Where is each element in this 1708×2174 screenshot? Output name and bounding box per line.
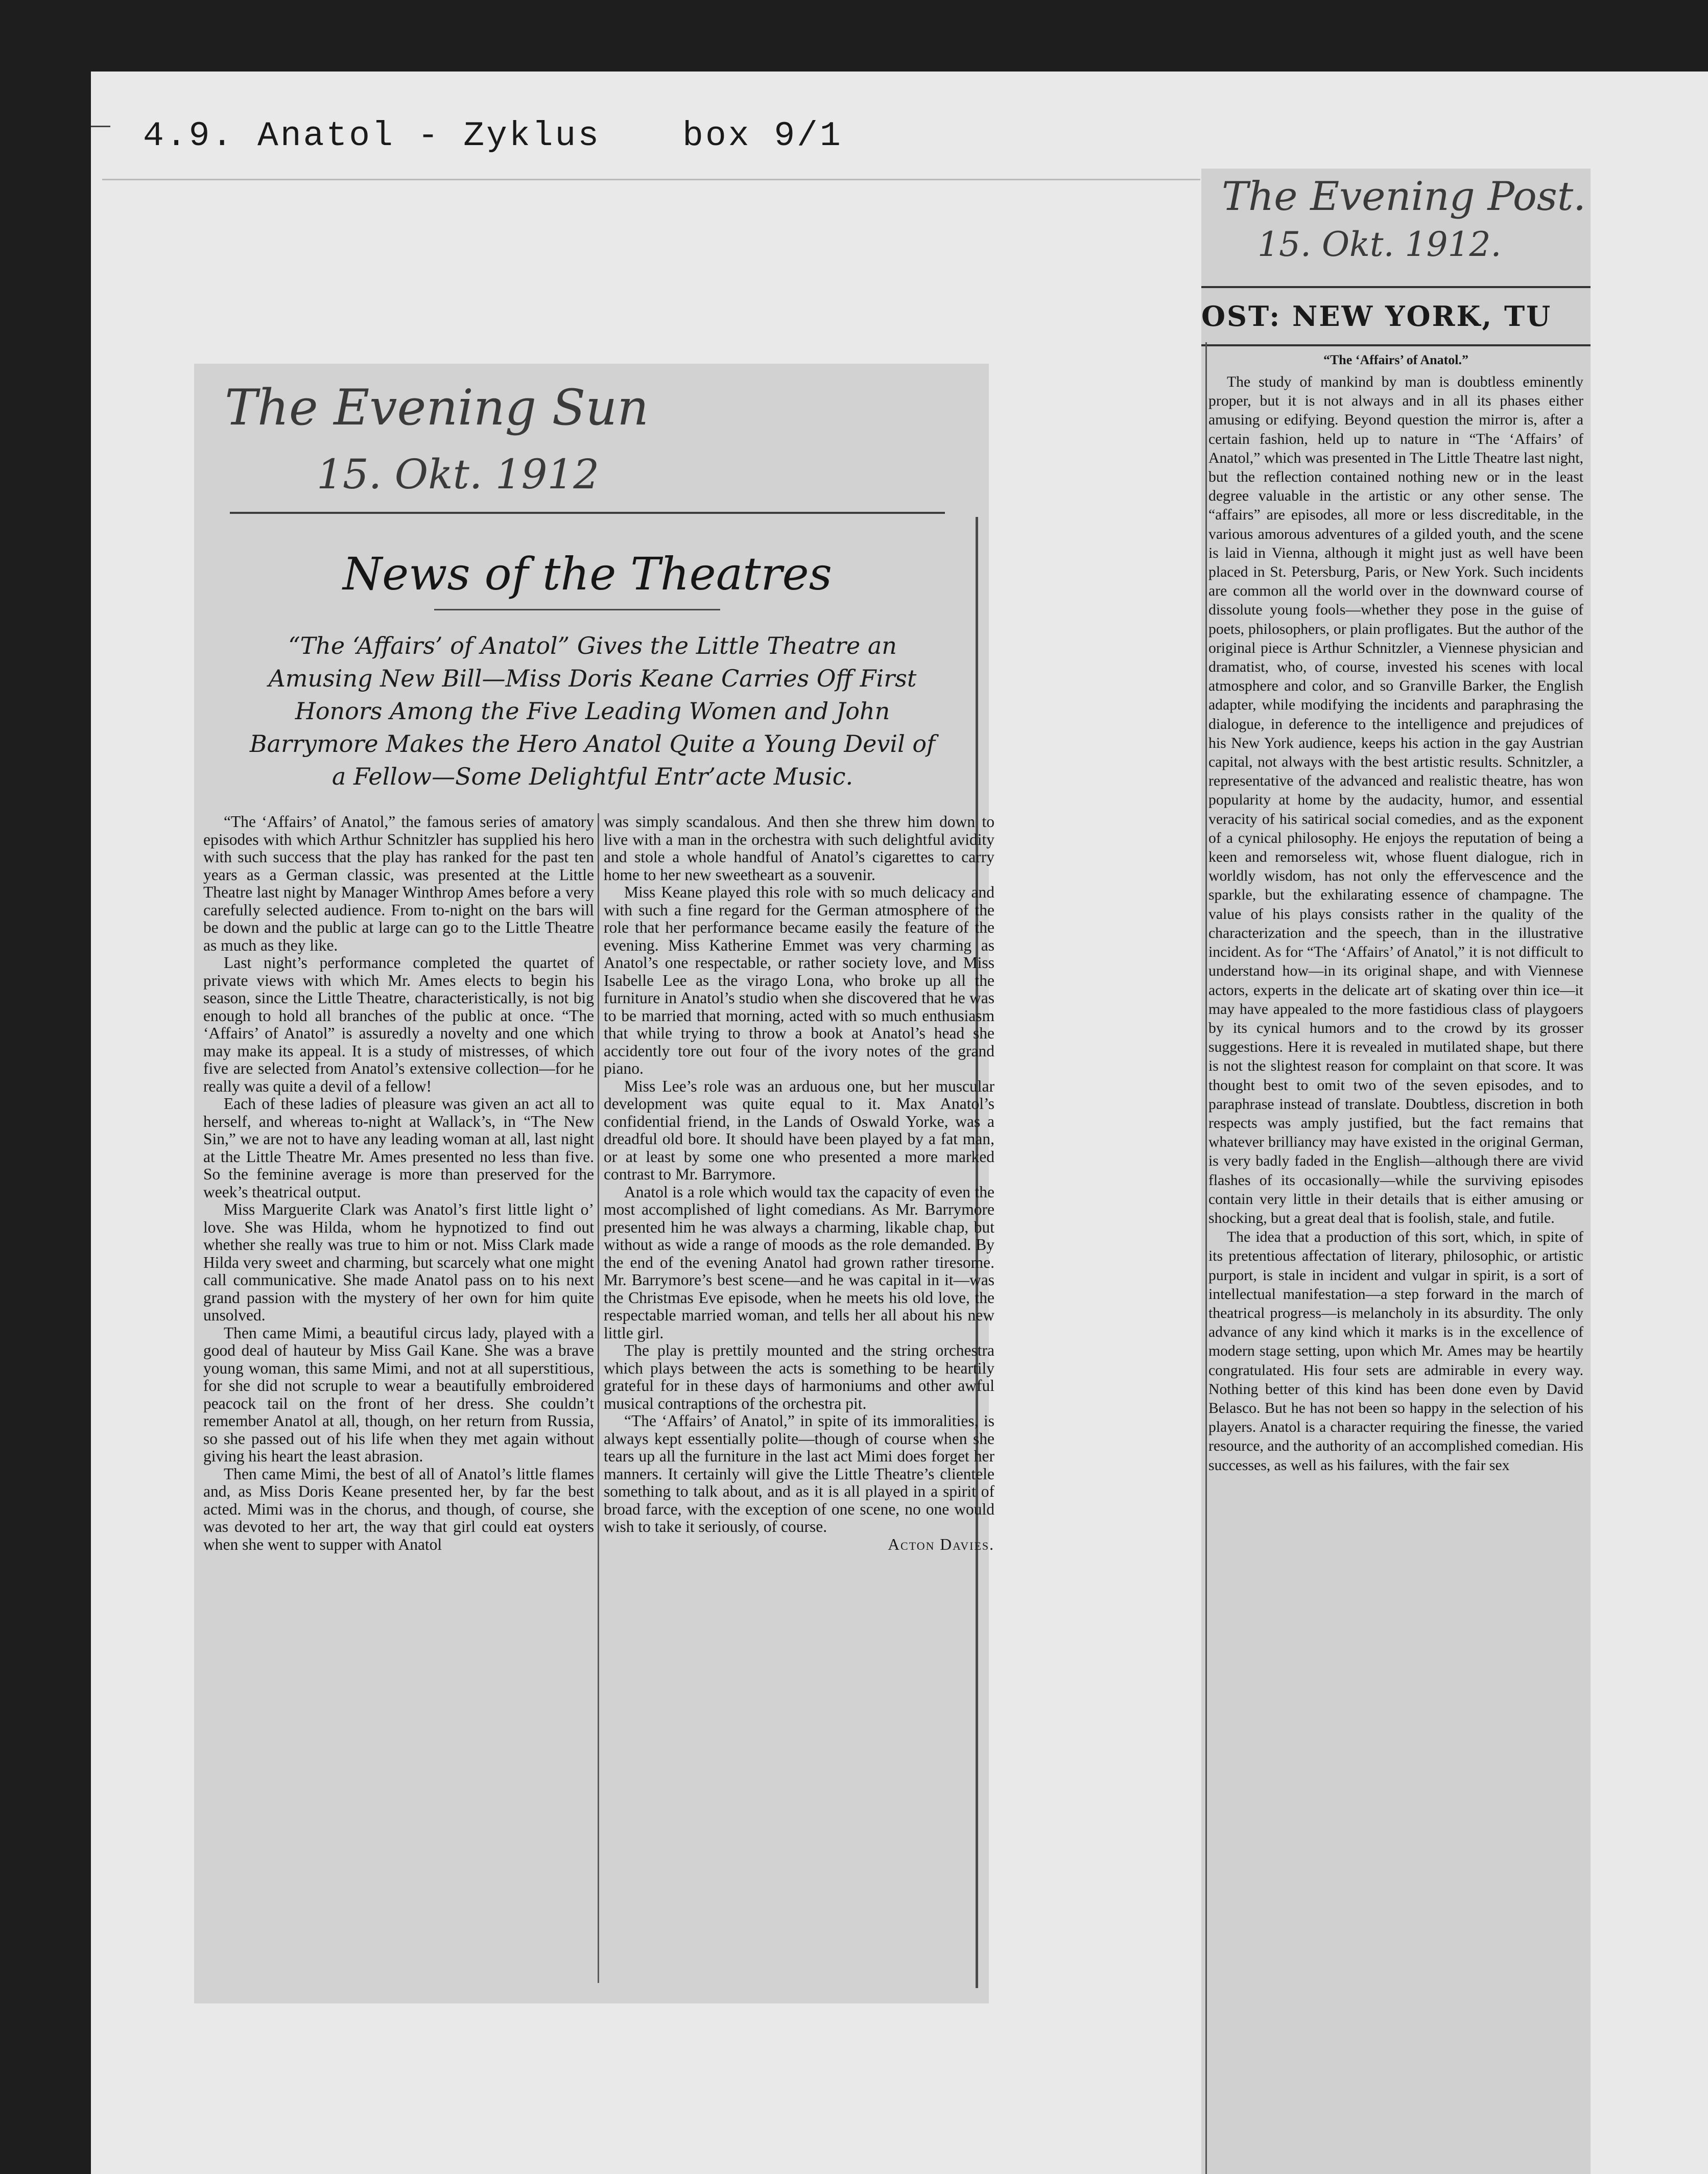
top-rule	[230, 512, 945, 514]
headline: News of the Theatres	[343, 548, 832, 600]
left-border	[1205, 342, 1207, 2174]
byline: Acton Davies.	[888, 1535, 994, 1553]
column-separator	[598, 813, 599, 1983]
deck: “The ‘Affairs’ of Anatol” Gives the Little Theatre an Amusing New Bill—Miss Doris Keane Carries Off First Honors Among the Five Leading Women and John Barrymore Makes the Hero Anatol Quite a Young Devil of a Fellow—Some Delightful Entr’acte Music.	[249, 632, 936, 790]
header-rule	[102, 179, 1200, 180]
folder-label: 4.9. Anatol - Zyklus	[143, 116, 601, 156]
paragraph: Then came Mimi, the best of all of Anatol’s little flames and, as Miss Doris Keane presented her, by far the best acted. Mimi was in the chorus, and though, of course, she was devoted to her art, the way that girl could eat oysters when she went to supper with Anatol	[203, 1464, 594, 1553]
paragraph: Miss Keane played this role with so much delicacy and with such a fine regard for the German atmosphere of the role that her performance became easily the feature of the evening. Miss Katherine Emmet was very charming as Anatol’s one respectable, or rather society love, and Miss Isabelle Lee as the virago Lona, who broke up all the furniture in Anatol’s studio when she discovered that he was to be married that morning, acted with so much enthusiasm that while trying to throw a book at Anatol’s head she accidently tore out four of the ivory notes of the grand piano.	[604, 883, 994, 1077]
box-label: box 9/1	[682, 116, 843, 156]
article-body	[1208, 373, 1583, 1475]
handwritten-date: 15. Okt. 1912.	[1258, 225, 1502, 264]
paragraph: The study of mankind by man is doubtless eminently proper, but it is not always and in all its phases either amusing or edifying. Beyond question the mirror is, after a certain fashion, held up to nature in “The ‘Affairs’ of Anatol,” which was presented in The Little Theatre last night, but the reflection contained nothing new or in the least degree valuable in the artistic or any other sense. The “affairs” are episodes, all more or less discreditable, in the various amorous adventures of a gilded youth, and the scene is laid in Vienna, although it might just as well have been placed in St. Petersburg, Paris, or New York. Such incidents are common all the world over in the downward course of dissolute young fools—whether they pose in the guise of poets, philosophers, or plain profligates. But the author of the original piece is Arthur Schnitzler, a Viennese physician and dramatist, who, of course, invested his scenes with local atmosphere and color, and so Granville Barker, the English adapter, while modifying the incidents and paraphrasing the dialogue, in deference to the intelligence and prejudices of his New York audience, keeps his action in the gay Austrian capital, not always with the best artistic results. Schnitzler, a representative of the advanced and realistic theatre, has won popularity at home by the audacity, humor, and essential veracity of his satirical social comedies, and as the exponent of a cynical philosophy. He enjoys the reputation of being a keen and remorseless wit, whose fluent dialogue, rich in worldly wisdom, has not only the effervescence and the sparkle, but the exhilarating essence of champagne. The value of his plays consists rather in the quality of the characterization and the speech, than in the illustrative incident. As for “The ‘Affairs’ of Anatol,” it is not difficult to understand how—in its original shape, and with Viennese actors, experts in the delicate art of skating over thin ice—it may have appealed to the more fastidious class of playgoers by its cynical humors and to the crowd by its grosser suggestions. Here it is revealed in mutilated shape, but there is not the slightest reason for complaint on that score. It was thought best to omit two of the seven episodes, and to paraphrase instead of translate. Doubtless, discretion in both respects was amply justified, but the fact remains that whatever brilliancy may have existed in the original German, is very badly faded in the English—although there are vivid flashes of its occasionally—while the surviving episodes contain very little in their details that is either amusing or shocking, but a great deal that is foolish, stale, and futile.	[1208, 374, 1583, 1226]
paragraph: The play is prettily mounted and the string orchestra which plays between the acts is something to be heartily grateful for in these days of harmoniums and other awful musical contraptions of the orchestra pit.	[604, 1341, 994, 1412]
paragraph: “The ‘Affairs’ of Anatol,” the famous series of amatory episodes with which Arthur Schnitzler has supplied his hero with such success that the play has ranked for the past ten years as a German classic, was presented at the Little Theatre last night by Manager Winthrop Ames before a very carefully selected audience. From to-night on the bars will be down and the public at large can go to the Little Theatre as much as they like.	[203, 813, 594, 954]
evening-post-clipping	[1201, 169, 1591, 2174]
headline-rule	[434, 609, 720, 610]
handwritten-source: The Evening Sun	[225, 379, 649, 436]
handwritten-date: 15. Okt. 1912	[317, 451, 600, 498]
paragraph: Each of these ladies of pleasure was given an act all to herself, and whereas to-night at Wallack’s, in “The New Sin,” we are not to have any leading woman at all, last night at the Little Theatre Mr. Ames presented no less than five. So the feminine average is more than preserved for the week’s theatrical output.	[203, 1095, 594, 1201]
paragraph: Anatol is a role which would tax the capacity of even the most accomplished of light comedians. As Mr. Barrymore presented him he was always a charming, likable chap, but without as wide a range of moods as the role demanded. By the end of the evening Anatol had grown rather tiresome. Mr. Barrymore’s best scene—and he was capital in it—was the Christmas Eve episode, when he meets his old love, the respectable married woman, and tells her all about his new little girl.	[604, 1183, 994, 1342]
paragraph: Miss Lee’s role was an arduous one, but her muscular development was quite equal to it. Max Anatol’s confidential friend, in the Lands of Oswald Yorke, was a dreadful old bore. It should have been played by a fat man, or at least by some one who presented a more marked contrast to Mr. Barrymore.	[604, 1077, 994, 1183]
article-column-1	[203, 813, 594, 1553]
paragraph: “The ‘Affairs’ of Anatol,” in spite of its immoralities, is always kept essentially polite—though of course when she tears up all the furniture in the last act Mimi does forget her manners. It certainly will give the Little Theatre’s clientele something to talk about, and as it is all played in a spirit of broad farce, with the exception of one scene, no one would wish to take it seriously, of course.	[604, 1412, 994, 1535]
article-column-2	[604, 813, 994, 1553]
evening-sun-clipping	[194, 364, 994, 2003]
article-title: “The ‘Affairs’ of Anatol.”	[1323, 352, 1469, 367]
paragraph: was simply scandalous. And then she threw him down to live with a man in the orchestra with such delightful avidity and stole a whole handful of Anatol’s cigarettes to carry home to her new sweetheart as a souvenir.	[604, 813, 994, 884]
folder-header	[143, 116, 843, 156]
margin-tick	[91, 126, 110, 127]
paragraph: The idea that a production of this sort, which, in spite of its pretentious affectation of literary, philosophic, or artistic purport, is stale in incident and vulgar in spirit, is a sort of intellectual manifestation—a step forward in the march of theatrical progress—is melancholy in its absurdity. The only advance of any kind which it marks is in the excellence of modern stage setting, upon which Mr. Ames may be heartily congratulated. His four sets are admirable in every way. Nothing better of this kind has been done even by David Belasco. But he has not been so happy in the selection of his players. Anatol is a character requiring the finesse, the varied resource, and the authority of an accomplished comedian. His successes, as well as his failures, with the fair sex	[1208, 1229, 1583, 1474]
paragraph: Miss Marguerite Clark was Anatol’s first little light o’ love. She was Hilda, whom he hypnotized to find out whether she really was true to him or not. Miss Clark made Hilda very sweet and charming, but scarcely what one might call communicative. She made Anatol pass on to his next grand passion with the mystery of her own for him quite unsolved.	[203, 1200, 594, 1324]
paragraph: Last night’s performance completed the quartet of private views with which Mr. Ames elects to begin his season, since the Little Theatre, characteristically, is not big enough to hold all branches of the public at once. “The ‘Affairs’ of Anatol” is assuredly a novelty and one which may make its appeal. It is a study of mistresses, of which five are selected from Anatol’s extensive collection—for he really was quite a devil of a fellow!	[203, 954, 594, 1095]
handwritten-source: The Evening Post.	[1222, 174, 1586, 220]
masthead: OST: NEW YORK, TU	[1201, 286, 1591, 346]
paragraph: Then came Mimi, a beautiful circus lady, played with a good deal of hauteur by Miss Gail Kane. She was a brave young woman, this same Mimi, and not at all superstitious, for she did not scruple to wear a beautifully embroidered peacock tail on the front of her dress. She couldn’t remember Anatol at all, though, on her return from Russia, so she passed out of his life when they met again without giving his heart the least abrasion.	[203, 1324, 594, 1465]
